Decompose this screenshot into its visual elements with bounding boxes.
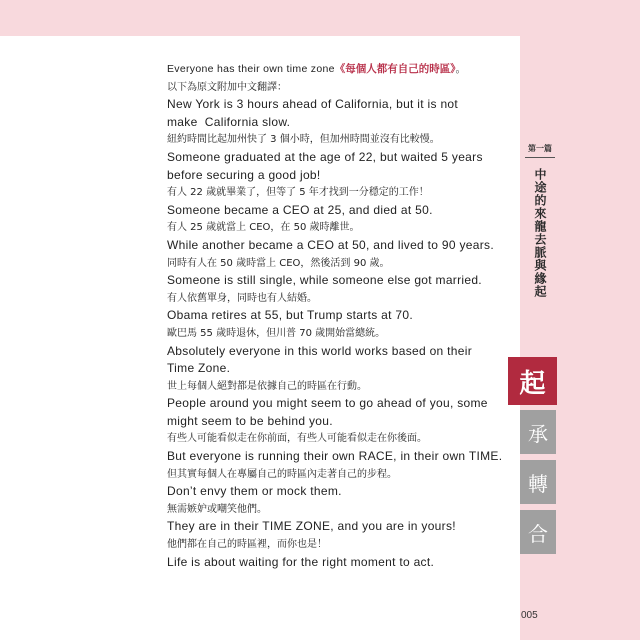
text-line-zh: 有人依舊單身，同時也有人結婚。	[167, 292, 317, 304]
text-line-en: might seem to be behind you.	[167, 413, 333, 428]
stage-tab: 承	[520, 410, 556, 454]
text-line-en: While another became a CEO at 50, and lived to 90 years.	[167, 237, 494, 252]
text-line-en: Absolutely everyone in this world works based on their	[167, 343, 473, 358]
text-line-zh: 世上每個人絕對都是依據自己的時區在行動。	[167, 380, 367, 392]
text-line-zh: 紐約時間比起加州快了 3 個小時，但加州時間並沒有比較慢。	[167, 134, 440, 146]
text-line-en: Someone graduated at the age of 22, but waited 5 years	[167, 149, 483, 164]
part-label: 第一篇	[525, 143, 555, 158]
text-line-zh: 有人 22 歲就畢業了，但等了 5 年才找到一分穩定的工作！	[167, 187, 429, 199]
text-line-en: Life is about waiting for the right moment to act.	[167, 554, 435, 569]
text-line-en: Someone is still single, while someone else got married.	[167, 273, 482, 288]
stage-tab: 合	[520, 510, 556, 554]
text-line-zh: 以下為原文附加中文翻譯：	[167, 81, 287, 93]
text-line-en: New York is 3 hours ahead of California, but it is not	[167, 97, 459, 112]
text-line-zh: 有些人可能看似走在你前面，有些人可能看似走在你後面。	[167, 433, 427, 445]
text-line-en: Time Zone.	[167, 361, 231, 376]
text-line-en: Obama retires at 55, but Trump starts at 70.	[167, 308, 413, 323]
text-line-en: Don’t envy them or mock them.	[167, 484, 342, 499]
text-line-zh: 歐巴馬 55 歲時退休，但川普 70 歲開始當總統。	[167, 327, 386, 339]
text-line-zh: 但其實每個人在專屬自己的時區內走著自己的步程。	[167, 468, 397, 480]
text-line-zh: 有人 25 歲就當上 CEO，在 50 歲時離世。	[167, 222, 360, 234]
text-line-en: Someone became a CEO at 25, and died at 50.	[167, 202, 433, 217]
title-english: Everyone has their own time zone	[167, 63, 335, 75]
text-line-en: before securing a good job!	[167, 167, 321, 182]
text-line-en: People around you might seem to go ahead of you, some	[167, 396, 488, 411]
stage-tab: 轉	[520, 460, 556, 504]
text-line-zh: 無需嫉妒或嘲笑他們。	[167, 503, 267, 515]
body-text	[167, 61, 512, 571]
text-line-en: They are in their TIME ZONE, and you are in yours!	[167, 519, 456, 534]
text-line-en: But everyone is running their own RACE, in their own TIME.	[167, 449, 503, 464]
stage-tab-active: 起	[508, 357, 557, 405]
chapter-title: 中途的來龍去脈與緣起	[533, 168, 547, 298]
page-number: 005	[521, 610, 538, 621]
title-line	[167, 61, 512, 79]
text-line-zh: 同時有人在 50 歲時當上 CEO，然後活到 90 歲。	[167, 257, 390, 269]
title-end-punctuation: 。	[455, 63, 467, 75]
text-line-zh: 他們都在自己的時區裡，而你也是！	[167, 539, 327, 551]
title-chinese: 《每個人都有自己的時區》	[334, 63, 456, 75]
text-line-en: make California slow.	[167, 114, 291, 129]
